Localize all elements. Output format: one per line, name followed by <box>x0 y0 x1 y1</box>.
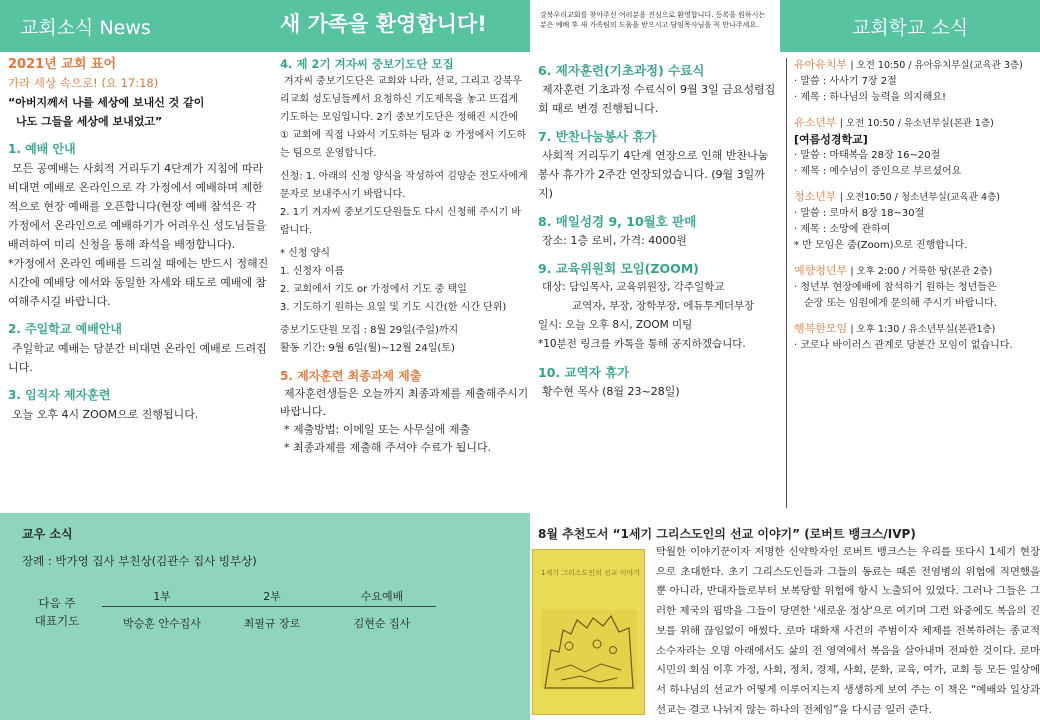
prayer-label-2: 대표기도 <box>34 614 80 628</box>
prayer-table-divider <box>102 606 436 607</box>
section-5-body: 제자훈련생들은 오늘까지 최종과제를 제출해주시기 바랍니다. <box>280 387 529 418</box>
motto-verse: 가라 세상 속으로! (요 17:18) <box>8 76 159 90</box>
section-9-body-3: 일시: 오늘 오후 8시, ZOOM 미팅 <box>538 319 693 331</box>
section-4-apply-1: 신청: 1. 아래의 신청 양식을 작성하여 김양순 전도사에게 문자로 보내주시기 바랍니다. <box>280 171 528 200</box>
section-4-title: 4. 제 2기 겨자씨 중보기도단 모집 <box>280 57 454 71</box>
section-4-form-2: 2. 교회에서 기도 or 가정에서 기도 중 택일 <box>280 284 467 295</box>
section-1-note: *가정에서 온라인 예배를 드리실 때에는 반드시 정해진 시간에 예배당 에서와 동일한 자세와 태도로 예배에 참여해주시길 바랍니다. <box>8 257 269 308</box>
section-4-form-title: * 신청 양식 <box>280 248 330 259</box>
prayer-header-1: 1부 <box>153 590 171 603</box>
group-3-line-1: · 말씀 : 로마서 8장 18~30절 <box>794 208 925 219</box>
section-4-period-2: 활동 기간: 9월 6일(월)~12월 24일(토) <box>280 343 455 354</box>
section-10-body: 황수현 목사 (8월 23~28일) <box>542 385 680 398</box>
group-3-line-3: * 반 모임은 줌(Zoom)으로 진행합니다. <box>794 240 968 251</box>
news-column-3 <box>538 55 778 401</box>
group-5-meta: | 오후 1:30 / 유소년부실(본관1층) <box>850 324 996 335</box>
section-9-body-1: 대상: 담임목사, 교육위원장, 각주일학교 <box>542 281 725 293</box>
section-7-title: 7. 반찬나눔봉사 휴가 <box>538 129 657 144</box>
section-5-title: 5. 제자훈련 최종과제 제출 <box>280 369 422 383</box>
motto-quote-1: “아버지께서 나를 세상에 보내신 것 같이 <box>8 96 205 109</box>
section-4-form-3: 3. 기도하기 원하는 요일 및 기도 시간(한 시간 단위) <box>280 302 507 313</box>
church-school-column <box>794 55 1034 354</box>
group-4-meta: | 오후 2:00 / 거룩한 땅(본관 2층) <box>850 266 993 277</box>
motto-title: 2021년 교회 표어 <box>8 57 117 72</box>
group-2-line-1: · 말씀 : 마태복음 28장 16~20절 <box>794 150 941 161</box>
prayer-name-2: 최필규 장로 <box>243 617 301 630</box>
section-7-body: 사회적 거리두기 4단계 연장으로 인해 반찬나눔봉사 휴가가 2주간 연장되었습니다. (9월 3일까지) <box>538 149 769 200</box>
section-9-body-2: 교역자, 부장, 장학부장, 에듀투게더부장 <box>572 300 755 312</box>
prayer-name-1: 박승훈 안수집사 <box>123 617 201 630</box>
prayer-header-3: 수요예배 <box>360 590 404 603</box>
group-1-line-1: · 말씀 : 사사기 7장 2절 <box>794 76 897 87</box>
section-3-title: 3. 임직자 제자훈련 <box>8 388 111 402</box>
book-description: 탁월한 이야기꾼이자 저명한 신약학자인 로버트 뱅크스는 우리를 또다시 1세기 현장으로 초대한다. 초기 그리스도인들과 그들의 동료는 때론 전염병의 위협에 직면했을 뿐 아니라, 반대자들로부터 보복당할 위험에 항시 노출되어 있었다. 그러나 그들은 그러한 제국의 핍박을 그들이 당면한 '새로운 정상'으로 여기며 그런 와중에도 복음의 진보를 위해 끊임없이 애썼다. 로마 대화재 사건의 주범이자 체제를 전복하려는 종교적 소수자라는 오명 아래에서도 삶의 전 영역에서 복음을 살아내며 전파한 것이다. 로마 시민의 회심 이후 가정, 사회, 정치, 경제, 사회, 문화, 교육, 여가, 교회 등 모든 일상에서 하나님의 선교가 어떻게 이루어지는지 생생하게 보여 주는 이 책은 “예배와 일상과 선교는 결코 나뉘지 않는 하나의 전체임”을 다시금 일러 준다. <box>656 546 1040 716</box>
column-divider <box>786 58 787 508</box>
book-recommendation-title: 8월 추천도서 “1세기 그리스도인의 선교 이야기” (로버트 뱅크스/IVP) <box>538 527 916 541</box>
group-1-line-2: · 제목 : 하나님의 능력을 의지해요! <box>794 92 947 103</box>
book-cover-title: 1세기 그리스도인의 선교 이야기 <box>541 569 641 577</box>
section-9-body-4: *10분전 링크를 카톡을 통해 공지하겠습니다. <box>538 338 746 350</box>
condolence-note: 장례 : 박가영 집사 부친상(김관수 집사 빙부상) <box>22 554 257 568</box>
header-bar-left <box>0 0 530 52</box>
section-10-title: 10. 교역자 휴가 <box>538 365 630 380</box>
group-2-meta: | 오전 10:50 / 유소년부실(본관 1층) <box>839 118 994 129</box>
group-3-name: 청소년부 <box>794 190 837 203</box>
motto-quote-2: 나도 그들을 세상에 보내었고” <box>16 115 163 128</box>
group-2-name: 유소년부 <box>794 116 837 129</box>
group-5-line-1: · 코로나 바이러스 관계로 당분간 모임이 없습니다. <box>794 340 1013 351</box>
group-4-line-2: 순장 또는 임원에게 문의해 주시기 바랍니다. <box>804 298 997 309</box>
news-column-2 <box>280 55 530 457</box>
section-8-title: 8. 매일성경 9, 10월호 판매 <box>538 214 697 229</box>
section-5-note-1: * 제출방법: 이메일 또는 사무실에 제출 <box>284 423 471 436</box>
group-3-meta: | 오전10:50 / 청소년부실(교육관 4층) <box>839 192 1000 203</box>
prayer-header-2: 2부 <box>263 590 281 603</box>
member-news-panel <box>0 513 530 720</box>
prayer-name-3: 김현순 집사 <box>353 617 411 630</box>
section-2-body: 주일학교 예배는 당분간 비대면 온라인 예배로 드려집니다. <box>8 342 267 374</box>
group-2-line-0: [여름성경학교] <box>794 133 868 146</box>
section-4-period-1: 중보기도단원 모집 : 8월 29일(주일)까지 <box>280 325 459 336</box>
header-bar-right <box>780 0 1040 52</box>
prayer-label <box>22 594 92 630</box>
section-8-body: 장소: 1층 로비, 가격: 4000원 <box>542 234 687 247</box>
group-2-line-2: · 제목 : 예수님이 증인으로 부르셨어요 <box>794 166 962 177</box>
recommended-book-panel <box>530 513 1040 720</box>
welcome-note: 강북우리교회를 찾아주신 여러분을 진심으로 환영합니다. 등록을 원하시는 분은 예배 후 새 가족팀의 도움을 받으시고 담임목사님을 꼭 만나주세요. <box>540 11 766 29</box>
group-1-meta: | 오전 10:50 / 유아유치부실(교육관 3층) <box>850 60 1023 71</box>
news-title: 교회소식 News <box>20 17 151 39</box>
section-9-title: 9. 교육위원회 모임(ZOOM) <box>538 261 699 276</box>
group-3-line-2: · 제목 : 소망에 관하여 <box>794 224 891 235</box>
section-4-apply-2: 2. 1기 겨자씨 중보기도단원들도 다시 신청해 주시기 바랍니다. <box>280 207 522 236</box>
group-4-name: 예향청년부 <box>794 264 848 277</box>
section-1-body: 모든 공예배는 사회적 거리두기 4단계가 지침에 따라 비대면 예배로 온라인으로 각 가정에서 예배하며 제한적으로 현장 예배를 오픈합니다(현장 예배 참석은 각 가정에서 온라인으로 예배하기가 어려우신 성도님들을 배려하여 미리 신청을 통해 좌석을 배정합니다). <box>8 162 267 251</box>
section-3-body: 오늘 오후 4시 ZOOM으로 진행됩니다. <box>12 408 199 421</box>
news-column-1 <box>8 55 270 424</box>
section-4-form-1: 1. 신청자 이름 <box>280 266 345 277</box>
group-5-name: 행복한모임 <box>794 322 848 335</box>
section-6-title: 6. 제자훈련(기초과정) 수료식 <box>538 63 705 78</box>
section-6-body: 제자훈련 기초과정 수료식이 9월 3일 금요성령집회 때로 변경 진행됩니다. <box>538 83 776 115</box>
section-2-title: 2. 주일학교 예배안내 <box>8 322 123 336</box>
member-news-title: 교우 소식 <box>22 527 73 541</box>
prayer-label-1: 다음 주 <box>38 596 76 610</box>
section-5-note-2: * 최종과제를 제출해 주셔야 수료가 됩니다. <box>284 441 492 454</box>
book-cover-image <box>532 549 645 715</box>
group-1-name: 유아유치부 <box>794 58 848 71</box>
section-1-title: 1. 예배 안내 <box>8 142 76 156</box>
welcome-title: 새 가족을 환영합니다! <box>280 12 487 36</box>
book-cover-illustration <box>541 610 637 690</box>
church-school-title: 교회학교 소식 <box>851 17 969 39</box>
group-4-line-1: · 청년부 현장예배에 참석하기 원하는 청년들은 <box>794 282 997 293</box>
section-4-body: 겨자씨 중보기도단은 교회와 나라, 선교, 그리고 강북우리교회 성도님들께서 요청하신 기도제목을 놓고 뜨겁게 기도하는 모임입니다. 2기 중보기도단은 정해진 시간에 ① 교회에 직접 나와서 기도하는 팀과 ② 가정에서 기도하는 팀으로 운영합니다. <box>280 76 527 159</box>
